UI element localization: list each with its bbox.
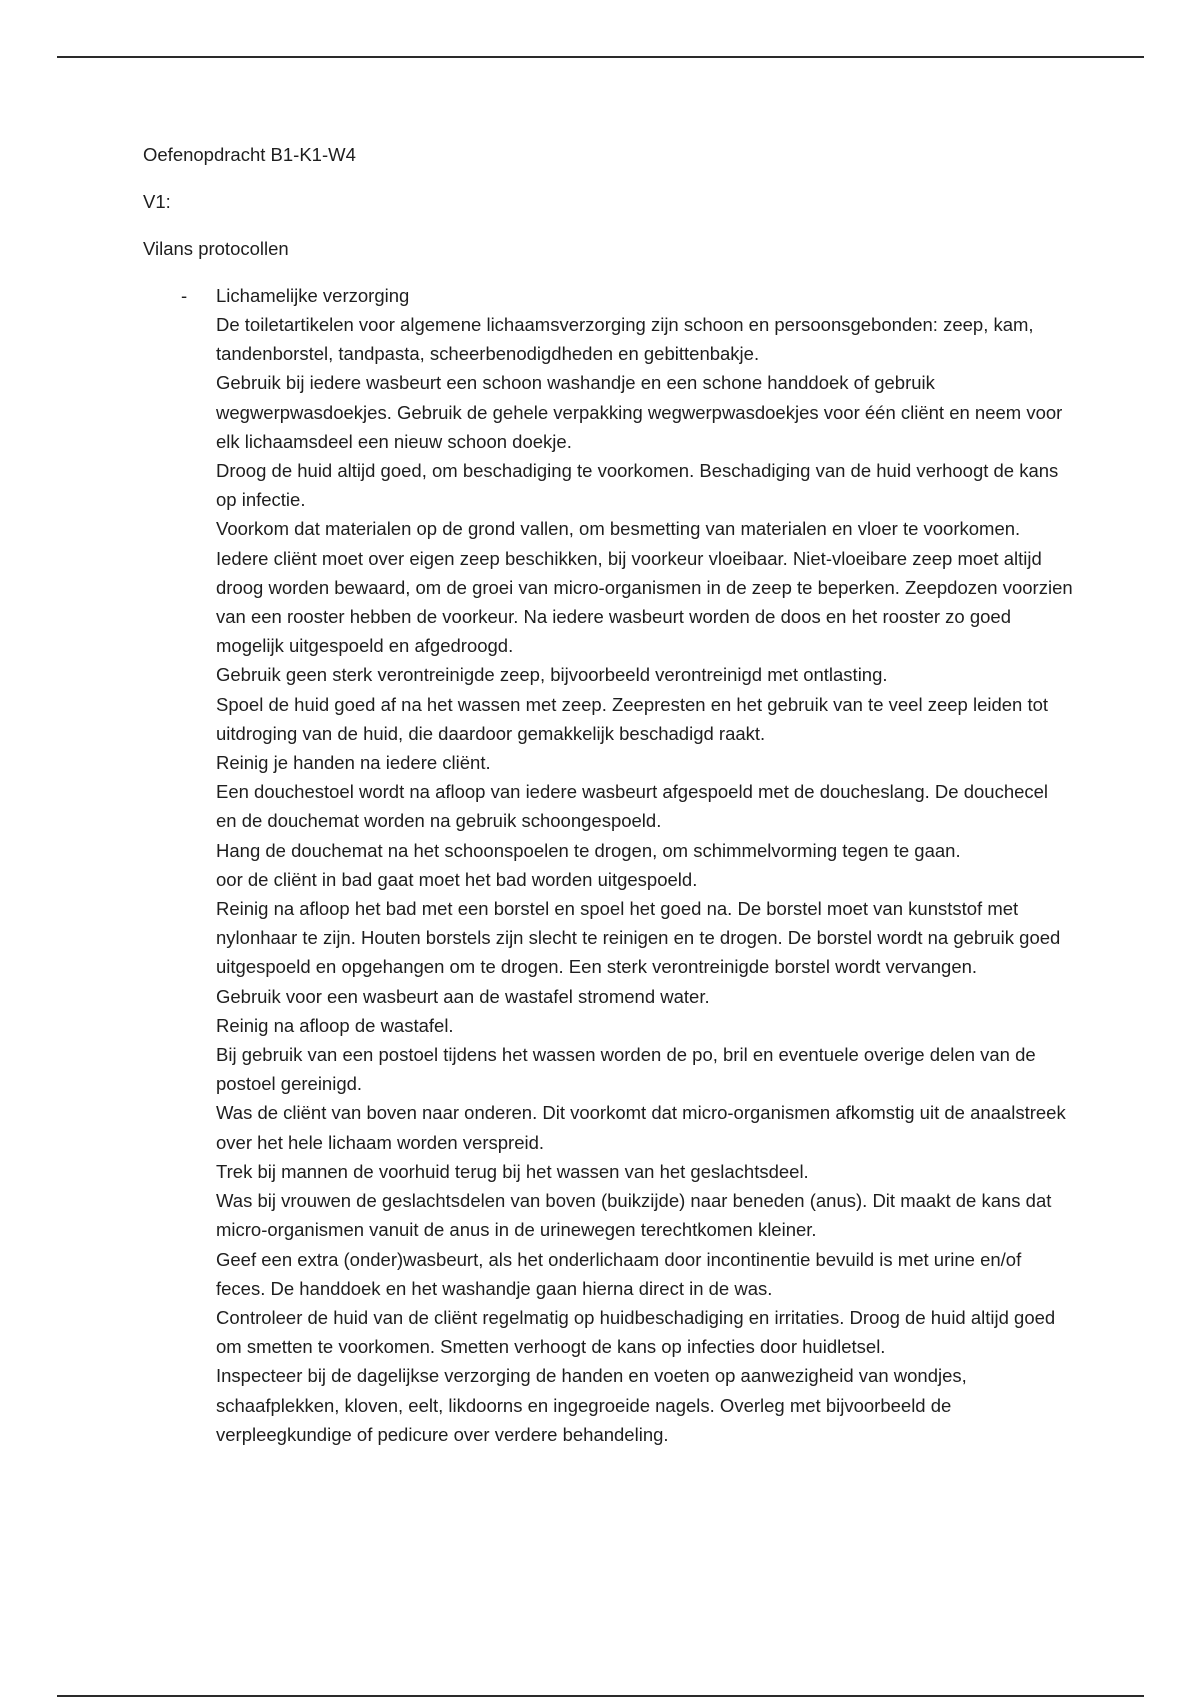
protocol-sentences bbox=[216, 310, 1073, 1449]
protocol-sentence: Inspecteer bij de dagelijkse verzorging de handen en voeten op aanwezigheid van wondjes, schaafplekken, kloven, eelt, likdoorns en ingegroeide nagels. Overleg met bijvoorbeeld de verpleegkundige of pedicure over verdere behandeling. bbox=[216, 1365, 967, 1445]
protocol-sentence: Een douchestoel wordt na afloop van iedere wasbeurt afgespoeld met de doucheslang. De douchecel en de douchemat worden na gebruik schoongespoeld. bbox=[216, 781, 1049, 832]
protocol-sentence: De toiletartikelen voor algemene lichaamsverzorging zijn schoon en persoonsgebonden: zeep, kam, tandenborstel, tandpasta, scheerbenodigdheden en gebittenbakje. bbox=[216, 314, 1034, 365]
list-item-title: Lichamelijke verzorging bbox=[216, 285, 410, 306]
protocol-sentence: Spoel de huid goed af na het wassen met zeep. Zeepresten en het gebruik van te veel zeep leiden tot uitdroging van de huid, die daardoor gemakkelijk beschadigd raakt. bbox=[216, 693, 1049, 744]
protocol-sentence: Iedere cliënt moet over eigen zeep beschikken, bij voorkeur vloeibaar. Niet-vloeibare zeep moet altijd droog worden bewaard, om de groei van micro-organismen in de zeep te beperken. Zeepdozen voorzien van een rooster hebben de voorkeur. Na iedere wasbeurt worden de doos en het rooster zo goed mogelijk uitgespoeld en afgedroogd. bbox=[216, 547, 1073, 657]
protocol-sentence: Bij gebruik van een postoel tijdens het wassen worden de po, bril en eventuele overige delen van de postoel gereinigd. bbox=[216, 1044, 1036, 1095]
protocol-sentence: Gebruik geen sterk verontreinigde zeep, bijvoorbeeld verontreinigd met ontlasting. bbox=[216, 664, 888, 686]
protocol-sentence: Was bij vrouwen de geslachtsdelen van boven (buikzijde) naar beneden (anus). Dit maakt de kans dat micro-organismen vanuit de anus in de urinewegen terechtkomen kleiner. bbox=[216, 1190, 1052, 1241]
protocol-sentence: Voorkom dat materialen op de grond vallen, om besmetting van materialen en vloer te voorkomen. bbox=[216, 518, 1021, 540]
protocol-sentence: Gebruik bij iedere wasbeurt een schoon washandje en een schone handdoek of gebruik wegwerpwasdoekjes. Gebruik de gehele verpakking wegwerpwasdoekjes voor één cliënt en neem voor elk lichaamsdeel een nieuw schoon doekje. bbox=[216, 372, 1063, 452]
protocol-sentence: Trek bij mannen de voorhuid terug bij het wassen van het geslachtsdeel. bbox=[216, 1160, 809, 1182]
protocol-sentence: Reinig na afloop de wastafel. bbox=[216, 1014, 454, 1036]
document-title: Oefenopdracht B1-K1-W4 bbox=[143, 144, 356, 165]
protocol-sentence: Was de cliënt van boven naar onderen. Dit voorkomt dat micro-organismen afkomstig uit de anaalstreek over het hele lichaam worden verspreid. bbox=[216, 1102, 1066, 1153]
protocol-sentence: oor de cliënt in bad gaat moet het bad worden uitgespoeld. bbox=[216, 868, 698, 890]
section-subheading: Vilans protocollen bbox=[143, 238, 289, 259]
protocol-sentence: Controleer de huid van de cliënt regelmatig op huidbeschadiging en irritaties. Droog de huid altijd goed om smetten te voorkomen. Smetten verhoogt de kans op infecties door huidletsel. bbox=[216, 1306, 1056, 1358]
protocol-sentence: Hang de douchemat na het schoonspoelen te drogen, om schimmelvorming tegen te gaan. bbox=[216, 839, 961, 861]
list-dash-marker: - bbox=[181, 285, 188, 306]
protocol-sentence: Reinig na afloop het bad met een borstel en spoel het goed na. De borstel moet van kunststof met nylonhaar te zijn. Houten borstels zijn slecht te reinigen en te drogen. De borstel wordt na gebruik goed uitgespoeld en opgehangen om te drogen. Een sterk verontreinigde borstel wordt vervangen. bbox=[216, 898, 1061, 978]
bullet-list bbox=[143, 281, 1073, 1449]
document-body bbox=[143, 140, 1073, 1449]
question-label: V1: bbox=[143, 191, 171, 212]
protocol-sentence: Geef een extra (onder)wasbeurt, als het onderlichaam door incontinentie bevuild is met urine en/of feces. De handdoek en het washandje gaan hierna direct in de was. bbox=[216, 1248, 1022, 1299]
protocol-sentence: Droog de huid altijd goed, om beschadiging te voorkomen. Beschadiging van de huid verhoogt de kans op infectie. bbox=[216, 460, 1059, 511]
protocol-sentence: Gebruik voor een wasbeurt aan de wastafel stromend water. bbox=[216, 985, 710, 1007]
footer-rule bbox=[57, 1695, 1144, 1697]
protocol-sentence: Reinig je handen na iedere cliënt. bbox=[216, 752, 491, 774]
header-rule bbox=[57, 56, 1144, 58]
